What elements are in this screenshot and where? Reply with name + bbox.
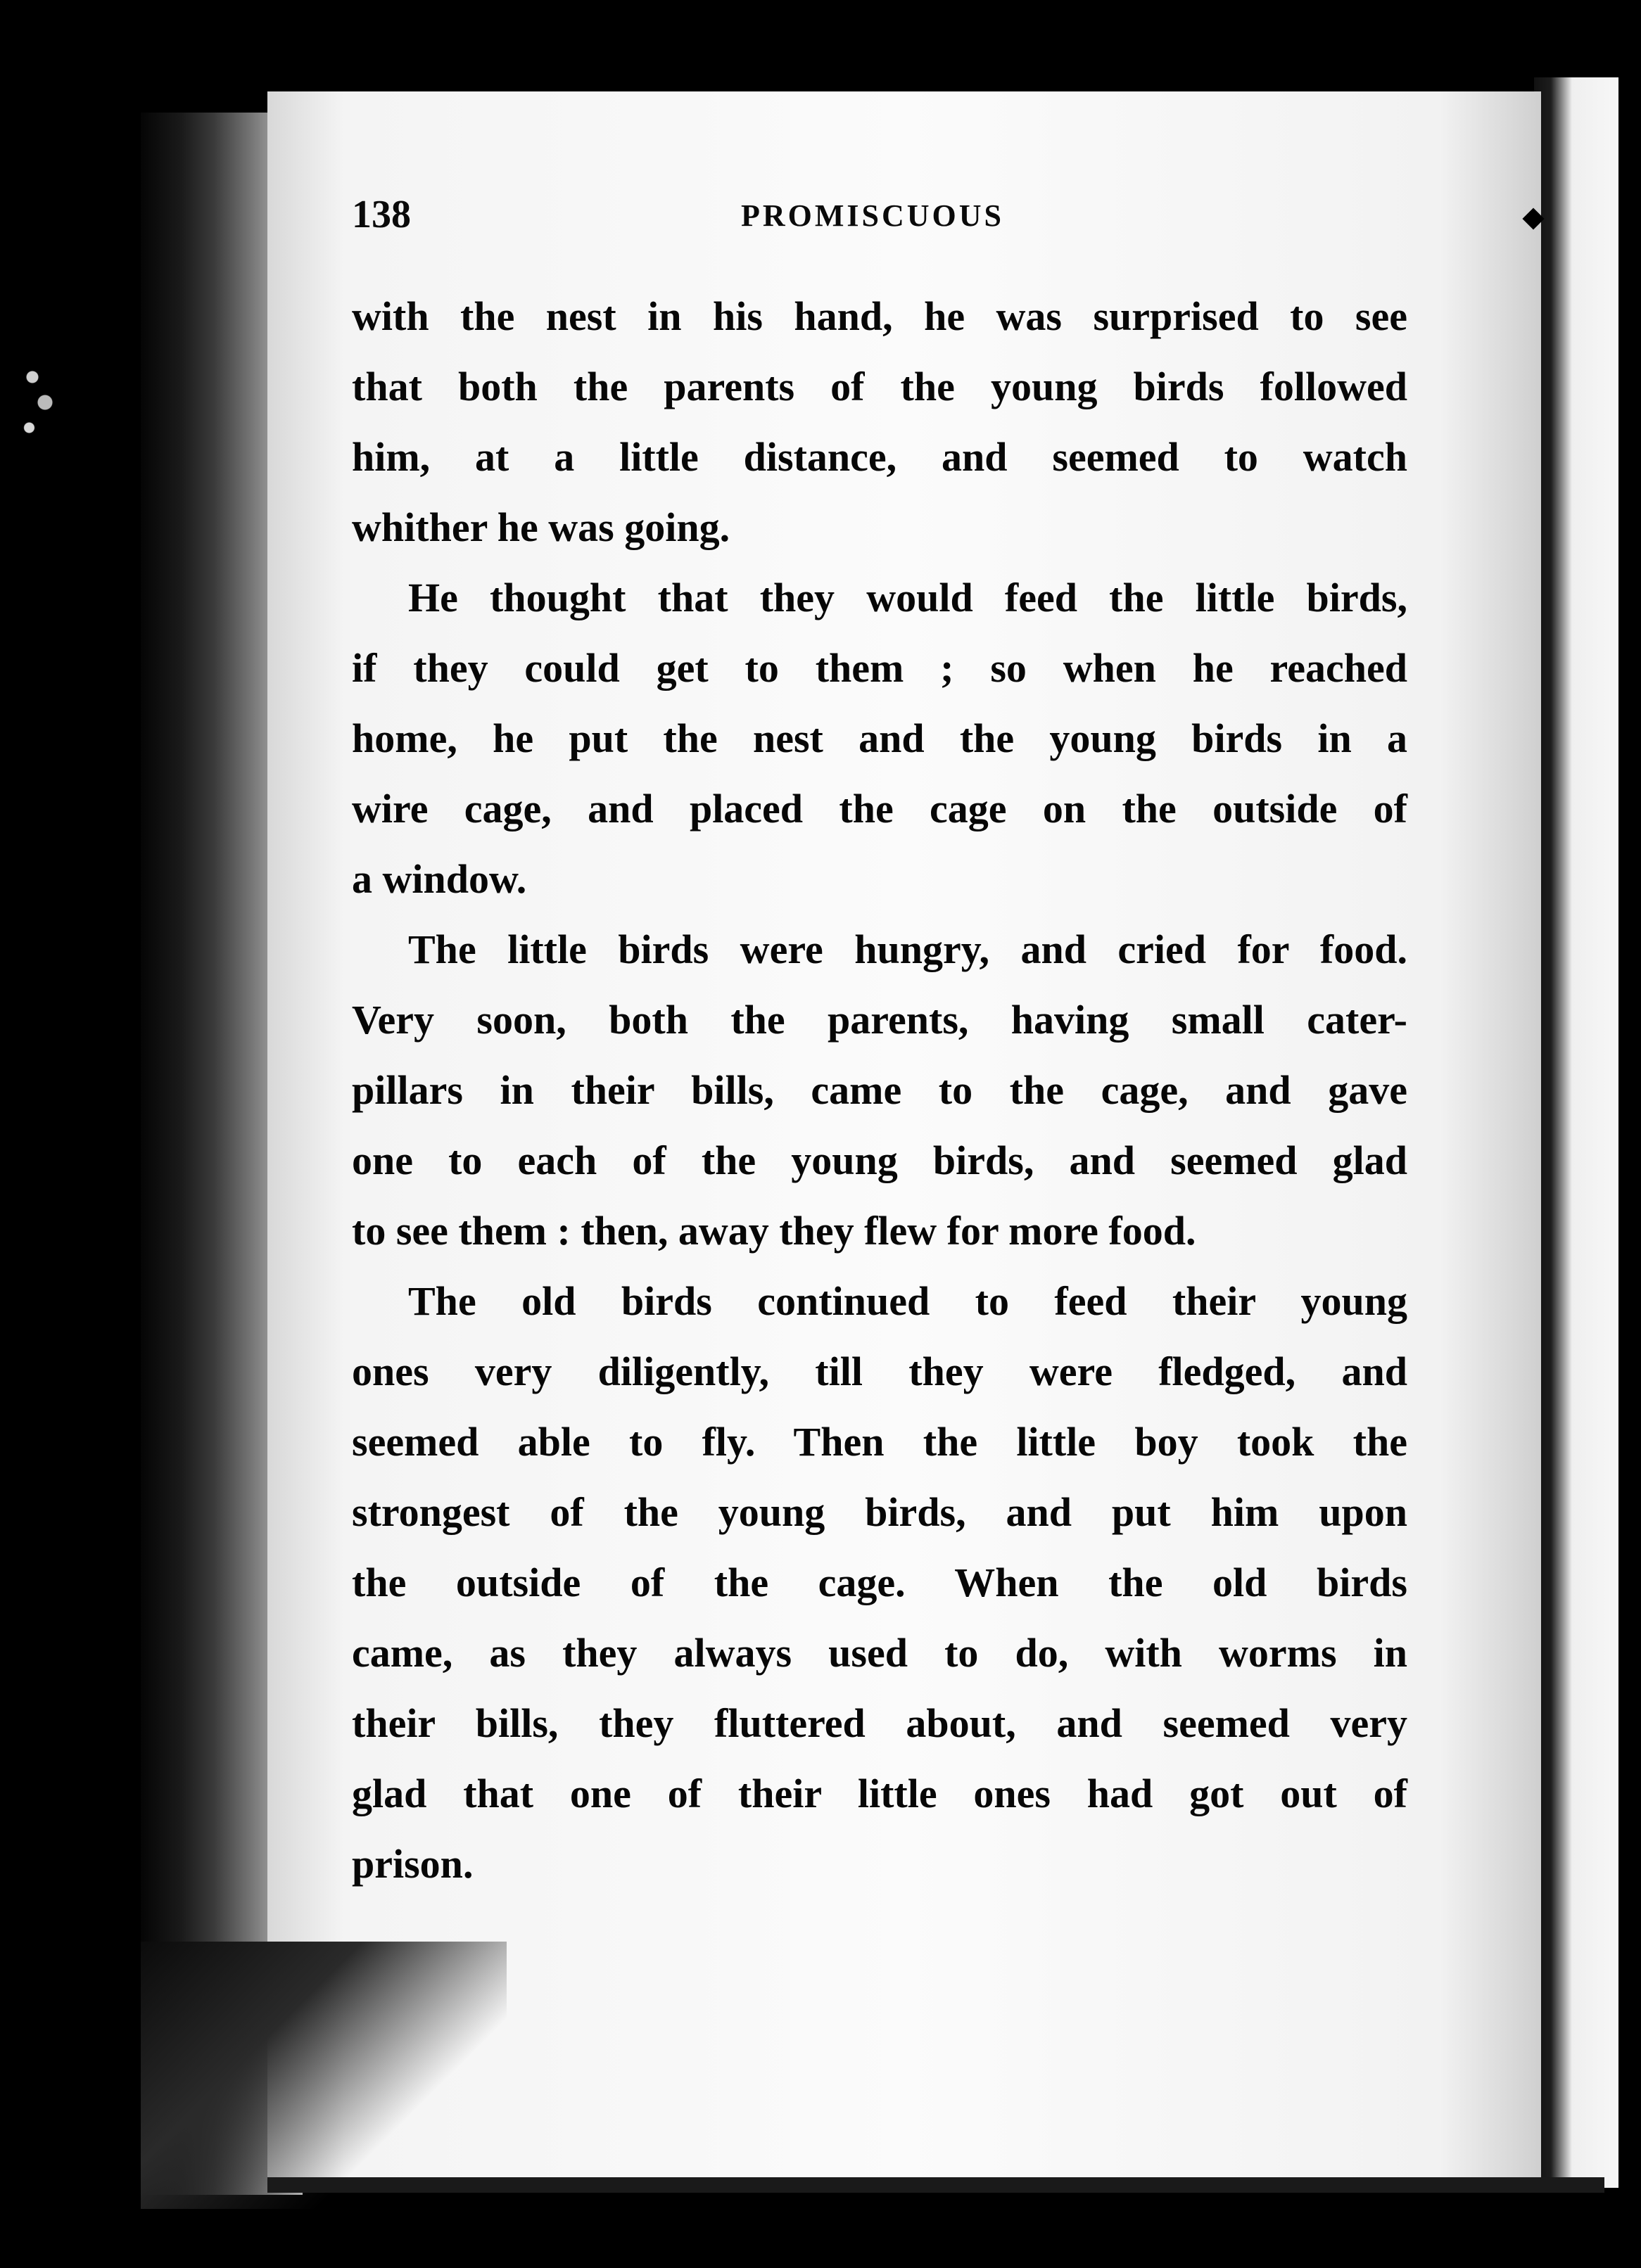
- text-line: ones very diligently, till they were fledged, and: [352, 1349, 1407, 1394]
- text-line: one to each of the young birds, and seemed glad: [352, 1138, 1407, 1183]
- text-line: strongest of the young birds, and put him upon: [352, 1489, 1407, 1535]
- running-head: PROMISCUOUS: [740, 198, 1005, 233]
- text-line: seemed able to fly. Then the little boy took the: [352, 1419, 1407, 1465]
- text-line: whither he was going.: [352, 504, 730, 550]
- page-header: [352, 190, 1393, 239]
- paragraph: [352, 563, 1407, 915]
- text-line: came, as they always used to do, with worms in: [352, 1630, 1407, 1676]
- text-line: prison.: [352, 1841, 474, 1887]
- text-line: with the nest in his hand, he was surprised to see: [352, 293, 1407, 339]
- text-line: Very soon, both the parents, having small cater-: [352, 997, 1407, 1043]
- margin-specks: [7, 310, 70, 478]
- text-line: pillars in their bills, came to the cage, and gave: [352, 1067, 1407, 1113]
- text-line: a window.: [352, 856, 527, 902]
- text-line: He thought that they would feed the little birds,: [408, 575, 1407, 620]
- text-line: The little birds were hungry, and cried for food.: [408, 926, 1407, 972]
- text-line: home, he put the nest and the young birds in a: [352, 715, 1407, 761]
- paragraph: [352, 915, 1407, 1266]
- page-bottom-edge: [267, 2177, 1604, 2193]
- text-line: glad that one of their little ones had got out of: [352, 1771, 1407, 1816]
- page-number: 138: [352, 193, 411, 236]
- text-line: The old birds continued to feed their young: [408, 1278, 1407, 1324]
- text-line: that both the parents of the young birds followed: [352, 364, 1407, 409]
- facing-page-edge: [1534, 77, 1618, 2188]
- page-corner-shadow: [141, 1942, 507, 2209]
- text-line: him, at a little distance, and seemed to watch: [352, 434, 1407, 480]
- text-line: wire cage, and placed the cage on the outside of: [352, 786, 1407, 832]
- text-line: the outside of the cage. When the old birds: [352, 1560, 1407, 1605]
- text-line: to see them : then, away they flew for more food.: [352, 1208, 1196, 1254]
- text-line: if they could get to them ; so when he reached: [352, 645, 1407, 691]
- text-line: their bills, they fluttered about, and seemed very: [352, 1700, 1407, 1746]
- paragraph: [352, 281, 1407, 563]
- paragraph: [352, 1266, 1407, 1899]
- body-text: [352, 281, 1407, 1899]
